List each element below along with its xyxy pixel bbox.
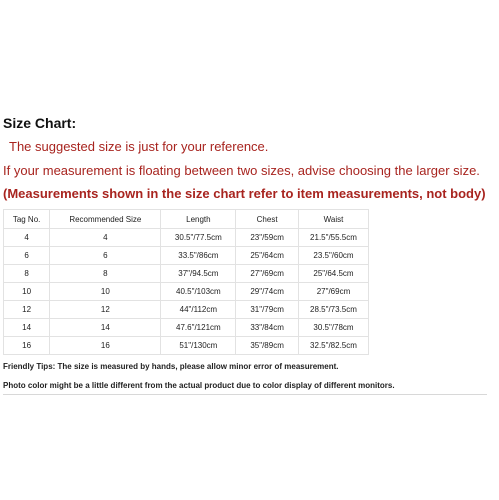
table-row [4,265,369,283]
header-length: Length [161,210,236,229]
size-chart-title: Size Chart: [3,115,77,131]
cell-recommended: 6 [50,247,161,265]
cell-length: 44"/112cm [161,301,236,319]
cell-tag: 4 [4,229,50,247]
table-row [4,301,369,319]
cell-recommended: 16 [50,337,161,355]
divider [3,394,487,395]
cell-chest: 27"/69cm [236,265,299,283]
cell-waist: 23.5"/60cm [298,247,368,265]
cell-chest: 29"/74cm [236,283,299,301]
cell-chest: 23"/59cm [236,229,299,247]
cell-recommended: 10 [50,283,161,301]
table-row [4,319,369,337]
table-header-row [4,210,369,229]
measurement-note: (Measurements shown in the size chart refer to item measurements, not body) [3,186,486,201]
cell-chest: 25"/64cm [236,247,299,265]
cell-length: 33.5"/86cm [161,247,236,265]
cell-tag: 8 [4,265,50,283]
cell-length: 37"/94.5cm [161,265,236,283]
friendly-tip: Friendly Tips: The size is measured by hands, please allow minor error of measurement. [3,362,339,371]
cell-chest: 31"/79cm [236,301,299,319]
cell-waist: 25"/64.5cm [298,265,368,283]
table-row [4,283,369,301]
cell-waist: 32.5"/82.5cm [298,337,368,355]
cell-recommended: 12 [50,301,161,319]
cell-length: 51"/130cm [161,337,236,355]
cell-tag: 10 [4,283,50,301]
header-waist: Waist [298,210,368,229]
cell-waist: 21.5"/55.5cm [298,229,368,247]
photo-color-tip: Photo color might be a little different from the actual product due to color display of different monitors. [3,381,395,390]
header-recommended-size: Recommended Size [50,210,161,229]
cell-waist: 28.5"/73.5cm [298,301,368,319]
cell-length: 40.5"/103cm [161,283,236,301]
header-chest: Chest [236,210,299,229]
cell-recommended: 14 [50,319,161,337]
cell-length: 47.6"/121cm [161,319,236,337]
cell-waist: 30.5"/78cm [298,319,368,337]
reference-note: The suggested size is just for your reference. [9,139,269,154]
cell-tag: 16 [4,337,50,355]
size-table [3,209,369,355]
floating-size-note: If your measurement is floating between two sizes, advise choosing the larger size. [3,163,480,178]
cell-recommended: 8 [50,265,161,283]
table-row [4,337,369,355]
header-tag-no: Tag No. [4,210,50,229]
cell-length: 30.5"/77.5cm [161,229,236,247]
table-row [4,229,369,247]
cell-chest: 33"/84cm [236,319,299,337]
cell-chest: 35"/89cm [236,337,299,355]
cell-tag: 6 [4,247,50,265]
cell-tag: 14 [4,319,50,337]
cell-recommended: 4 [50,229,161,247]
cell-waist: 27"/69cm [298,283,368,301]
cell-tag: 12 [4,301,50,319]
table-row [4,247,369,265]
